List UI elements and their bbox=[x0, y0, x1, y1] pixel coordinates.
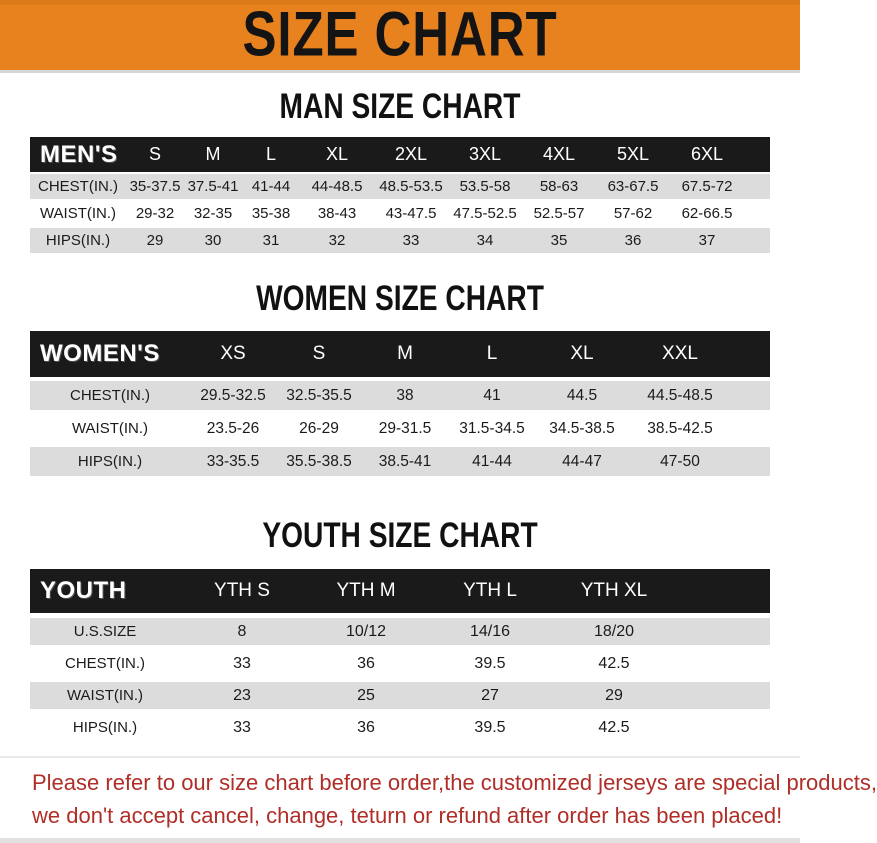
note-line-1: Please refer to our size chart before order,the customized jerseys are special products, bbox=[32, 770, 877, 795]
men-header-row bbox=[30, 137, 770, 174]
youth-value-cell: 23 bbox=[180, 682, 304, 714]
women-value-cell: 44-47 bbox=[536, 447, 628, 480]
women-size-column: M bbox=[362, 331, 448, 381]
youth-value-cell: 36 bbox=[304, 650, 428, 682]
men-value-cell: 37.5-41 bbox=[184, 174, 242, 201]
men-value-cell: 30 bbox=[184, 228, 242, 255]
women-row-filler bbox=[732, 381, 770, 414]
women-value-cell: 23.5-26 bbox=[190, 414, 276, 447]
youth-value-cell: 10/12 bbox=[304, 618, 428, 650]
youth-table-row bbox=[30, 618, 770, 650]
men-value-cell: 67.5-72 bbox=[670, 174, 744, 201]
men-value-cell: 32 bbox=[300, 228, 374, 255]
youth-row-label: U.S.SIZE bbox=[30, 618, 180, 650]
men-value-cell: 34 bbox=[448, 228, 522, 255]
men-value-cell: 35-37.5 bbox=[126, 174, 184, 201]
men-size-column: M bbox=[184, 137, 242, 174]
men-size-column: 2XL bbox=[374, 137, 448, 174]
women-header-filler bbox=[732, 331, 770, 381]
youth-chart-heading: YOUTH SIZE CHART bbox=[262, 515, 538, 555]
youth-row-filler bbox=[676, 682, 770, 714]
women-row-filler bbox=[732, 447, 770, 480]
women-size-column: XXL bbox=[628, 331, 732, 381]
tables-root bbox=[0, 87, 800, 746]
women-chart-heading: WOMEN SIZE CHART bbox=[256, 278, 544, 318]
men-value-cell: 62-66.5 bbox=[670, 201, 744, 228]
women-value-cell: 38.5-41 bbox=[362, 447, 448, 480]
men-value-cell: 31 bbox=[242, 228, 300, 255]
youth-size-column: YTH XL bbox=[552, 569, 676, 618]
men-value-cell: 57-62 bbox=[596, 201, 670, 228]
youth-value-cell: 42.5 bbox=[552, 650, 676, 682]
men-size-column: S bbox=[126, 137, 184, 174]
men-value-cell: 44-48.5 bbox=[300, 174, 374, 201]
youth-value-cell: 33 bbox=[180, 650, 304, 682]
youth-value-cell: 27 bbox=[428, 682, 552, 714]
youth-header-row bbox=[30, 569, 770, 618]
men-row-label: WAIST(IN.) bbox=[30, 201, 126, 228]
order-note bbox=[0, 756, 877, 832]
youth-row-filler bbox=[676, 618, 770, 650]
men-value-cell: 63-67.5 bbox=[596, 174, 670, 201]
men-value-cell: 33 bbox=[374, 228, 448, 255]
men-size-column: L bbox=[242, 137, 300, 174]
men-size-column: XL bbox=[300, 137, 374, 174]
women-value-cell: 34.5-38.5 bbox=[536, 414, 628, 447]
women-size-table bbox=[30, 331, 770, 480]
youth-value-cell: 39.5 bbox=[428, 650, 552, 682]
women-value-cell: 29.5-32.5 bbox=[190, 381, 276, 414]
women-size-column: XS bbox=[190, 331, 276, 381]
women-value-cell: 47-50 bbox=[628, 447, 732, 480]
men-header-filler bbox=[744, 137, 770, 174]
men-table-row bbox=[30, 228, 770, 255]
men-chart-heading: MAN SIZE CHART bbox=[279, 86, 521, 126]
men-table-row bbox=[30, 201, 770, 228]
men-size-table bbox=[30, 137, 770, 255]
men-value-cell: 58-63 bbox=[522, 174, 596, 201]
women-value-cell: 41 bbox=[448, 381, 536, 414]
youth-size-column: YTH S bbox=[180, 569, 304, 618]
women-table-row bbox=[30, 447, 770, 480]
men-value-cell: 53.5-58 bbox=[448, 174, 522, 201]
men-table-row bbox=[30, 174, 770, 201]
women-corner-label: WOMEN'S bbox=[30, 331, 190, 381]
women-value-cell: 44.5 bbox=[536, 381, 628, 414]
note-line-2: we don't accept cancel, change, teturn or refund after order has been placed! bbox=[32, 803, 783, 828]
women-value-cell: 26-29 bbox=[276, 414, 362, 447]
youth-value-cell: 42.5 bbox=[552, 714, 676, 746]
women-value-cell: 38 bbox=[362, 381, 448, 414]
men-value-cell: 35-38 bbox=[242, 201, 300, 228]
youth-value-cell: 14/16 bbox=[428, 618, 552, 650]
men-value-cell: 35 bbox=[522, 228, 596, 255]
women-table-row bbox=[30, 381, 770, 414]
youth-row-filler bbox=[676, 714, 770, 746]
youth-header-filler bbox=[676, 569, 770, 618]
men-size-column: 4XL bbox=[522, 137, 596, 174]
men-value-cell: 38-43 bbox=[300, 201, 374, 228]
youth-value-cell: 36 bbox=[304, 714, 428, 746]
women-value-cell: 32.5-35.5 bbox=[276, 381, 362, 414]
youth-row-label: CHEST(IN.) bbox=[30, 650, 180, 682]
banner-title: SIZE CHART bbox=[242, 0, 558, 70]
men-size-column: 6XL bbox=[670, 137, 744, 174]
women-header-row bbox=[30, 331, 770, 381]
women-value-cell: 29-31.5 bbox=[362, 414, 448, 447]
women-row-filler bbox=[732, 414, 770, 447]
men-value-cell: 52.5-57 bbox=[522, 201, 596, 228]
men-value-cell: 37 bbox=[670, 228, 744, 255]
women-size-column: XL bbox=[536, 331, 628, 381]
youth-table-row bbox=[30, 682, 770, 714]
men-value-cell: 29-32 bbox=[126, 201, 184, 228]
youth-row-label: HIPS(IN.) bbox=[30, 714, 180, 746]
youth-value-cell: 25 bbox=[304, 682, 428, 714]
youth-corner-label: YOUTH bbox=[30, 569, 180, 618]
banner bbox=[0, 0, 800, 73]
men-value-cell: 48.5-53.5 bbox=[374, 174, 448, 201]
women-value-cell: 31.5-34.5 bbox=[448, 414, 536, 447]
men-value-cell: 29 bbox=[126, 228, 184, 255]
women-value-cell: 33-35.5 bbox=[190, 447, 276, 480]
men-row-filler bbox=[744, 228, 770, 255]
youth-table-row bbox=[30, 714, 770, 746]
men-value-cell: 36 bbox=[596, 228, 670, 255]
men-value-cell: 43-47.5 bbox=[374, 201, 448, 228]
women-value-cell: 41-44 bbox=[448, 447, 536, 480]
men-size-column: 3XL bbox=[448, 137, 522, 174]
youth-row-label: WAIST(IN.) bbox=[30, 682, 180, 714]
men-value-cell: 47.5-52.5 bbox=[448, 201, 522, 228]
youth-value-cell: 39.5 bbox=[428, 714, 552, 746]
bottom-strip bbox=[0, 838, 800, 843]
women-row-label: CHEST(IN.) bbox=[30, 381, 190, 414]
women-value-cell: 35.5-38.5 bbox=[276, 447, 362, 480]
youth-size-column: YTH L bbox=[428, 569, 552, 618]
women-table-row bbox=[30, 414, 770, 447]
youth-row-filler bbox=[676, 650, 770, 682]
youth-value-cell: 29 bbox=[552, 682, 676, 714]
men-corner-label: MEN'S bbox=[30, 137, 126, 174]
men-value-cell: 32-35 bbox=[184, 201, 242, 228]
women-size-column: L bbox=[448, 331, 536, 381]
men-row-filler bbox=[744, 174, 770, 201]
youth-table-row bbox=[30, 650, 770, 682]
men-row-label: HIPS(IN.) bbox=[30, 228, 126, 255]
youth-value-cell: 18/20 bbox=[552, 618, 676, 650]
women-value-cell: 44.5-48.5 bbox=[628, 381, 732, 414]
youth-value-cell: 8 bbox=[180, 618, 304, 650]
men-size-column: 5XL bbox=[596, 137, 670, 174]
men-value-cell: 41-44 bbox=[242, 174, 300, 201]
women-size-column: S bbox=[276, 331, 362, 381]
women-row-label: HIPS(IN.) bbox=[30, 447, 190, 480]
women-row-label: WAIST(IN.) bbox=[30, 414, 190, 447]
youth-size-table bbox=[30, 569, 770, 746]
men-row-filler bbox=[744, 201, 770, 228]
men-row-label: CHEST(IN.) bbox=[30, 174, 126, 201]
youth-size-column: YTH M bbox=[304, 569, 428, 618]
women-value-cell: 38.5-42.5 bbox=[628, 414, 732, 447]
youth-value-cell: 33 bbox=[180, 714, 304, 746]
